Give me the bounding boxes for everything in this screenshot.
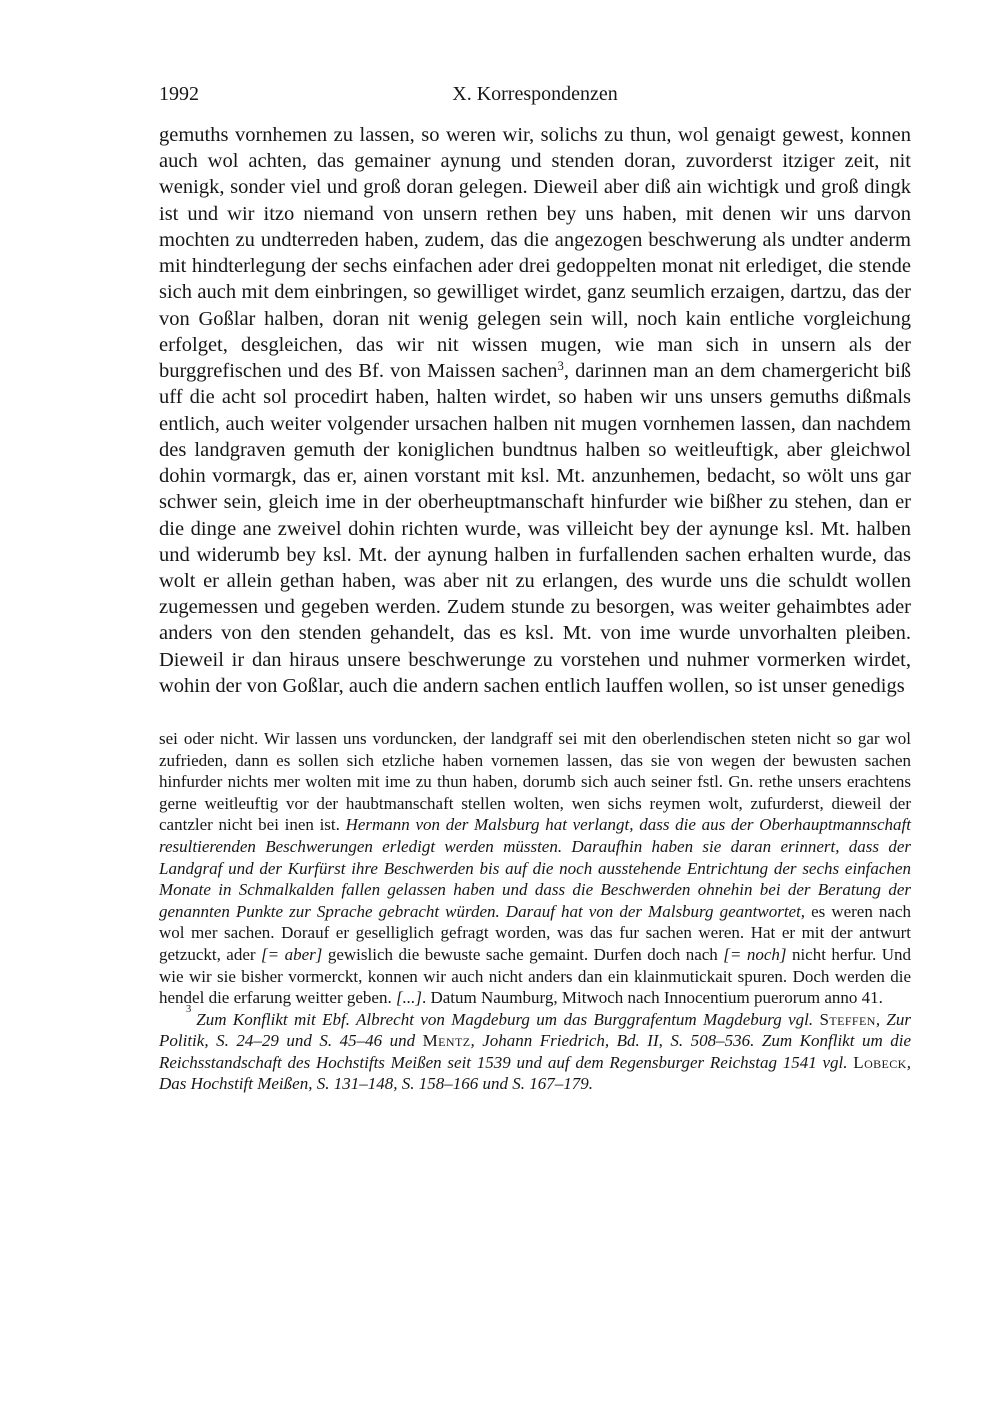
text-block [159, 82, 911, 1095]
footnotes-section [159, 728, 911, 1095]
text-segment: sei oder nicht. Wir lassen uns vorduncken, der landgraff sei mit den oberlendischen steten nicht so gar wol zufrieden, dann es sollen sich etzliche haben vornemen lassen, das sie von wegen der bewusten sachen hinfurder nichts mer wolten mit ime zu thun haben, dorumb sich auch seiner fstl. Gn. rethe unsers erachtens gerne weitleuftig vor der haubtmanschaft stellen wolten, wen sichs reymen wolt, zufurderst, dieweil der cantzler nicht bei inen ist. [159, 729, 911, 835]
footnote-3-marker: 3 [186, 1004, 192, 1016]
text-segment: Zum Konflikt mit Ebf. Albrecht von Magdeburg um das Burggrafentum Magdeburg vgl. [196, 1009, 820, 1029]
text-segment: , Johann Friedrich, Bd. II, S. 508–536. Zum Konflikt um die Reichsstandschaft des Hochstifts Meißen seit 1539 und auf dem Regensburger Reichstag 1541 vgl. [159, 1031, 911, 1072]
body-paragraph [159, 122, 911, 699]
text-segment: Lobeck [853, 1052, 907, 1072]
text-segment: nicht herfur. Und wie wir sie bisher vormerckt, konnen wir auch nicht anders dan ein klainmutickait spuren. Doch werden die hendel die erfarung weitter geben. [159, 944, 911, 1008]
running-head: X. Korrespondenzen [452, 83, 618, 105]
text-segment: , Zur Politik, S. 24–29 und S. 45–46 und [159, 1009, 912, 1051]
footnote-3 [159, 1004, 912, 1095]
text-segment: Mentz [422, 1031, 471, 1051]
text-segment: es weren nach wol mer sachen. Dorauf er geselliglich gefragt worden, was das fur sachen weren. Hat er mit der antwurt getzuckt, ader [159, 901, 911, 964]
text-segment: Hermann von der Malsburg hat verlangt, dass die aus der Oberhauptmannschaft resultierenden Beschwerungen erledigt werden müssten. Daraufhin haben sie daran erinnert, dass der Landgraf und der Kurfürst ihre Beschwerden bis auf die noch ausstehende Entrichtung der sechs einfachen Monate in Schmalkalden fallen gelassen haben und dass die Beschwerden ohnehin bei der Beratung der genannten Punkte zur Sprache gebracht würden. Darauf hat von der Malsburg geantwortet, [159, 815, 911, 921]
main-text [159, 122, 911, 699]
text-segment: [= aber] [261, 944, 323, 964]
page-header [159, 82, 911, 106]
text-segment: Steffen [819, 1009, 876, 1029]
text-segment: 3 [557, 359, 564, 374]
text-segment: , darinnen man an dem chamergericht biß uff die acht sol procedirt haben, halten wirdet, so haben wir uns unsers gemuths dißmals entlich, auch weiter volgender ursachen halben nit mugen vornhemen lassen, dan nachdem des landgraven gemuth der koniglichen bundtnus halben so weitleuftigk, aber gleichwol dohin vormargk, das er, ainen vorstant mit ksl. Mt. anzunhemen, bedacht, so wölt uns gar schwer sein, gleich ime in der oberheuptmanschaft hinfurder wie bißher zu stehen, dan er die dinge ane zweivel dohin richten wurde, was villeicht bey der aynunge ksl. Mt. halben und widerumb bey ksl. Mt. der aynung halben in furfallenden sachen erhalten wurde, das wolt er allein gethan haben, was aber nit zu erlangen, des wurde uns die schuldt wollen zugemessen und gegeben werden. Zudem stunde zu besorgen, was weiter gehaimbtes ader anders von den stenden gehandelt, das es ksl. Mt. von ime wurde unvorhalten pleiben. Dieweil ir dan hiraus unsere beschwerunge zu vorstehen und nuhmer vormerken wirdet, wohin der von Goßlar, auch die andern sachen entlich lauffen wollen, so ist unser genedigs [159, 360, 911, 697]
text-segment: [...] [395, 988, 422, 1008]
text-segment: . Datum Naumburg, Mitwoch nach Innocentium puerorum anno 41. [421, 988, 883, 1008]
text-segment: [= noch] [723, 944, 787, 964]
text-segment: gemuths vornhemen zu lassen, so weren wir, solichs zu thun, wol genaigt gewest, konnen auch wol achten, das gemainer aynung und stenden doran, zuvorderst itziger zeit, nit wenigk, sonder viel und groß doran gelegen. Dieweil aber diß ain wichtigk und groß dingk ist und wir itzo niemand von unsern rethen bey uns haben, mit denen wir uns darvon mochten zu undterreden haben, zudem, das die angezogen beschwerung als undter anderm mit hindterlegung der sechs einfachen ader drei gedoppelten monat nit erlediget, die stende sich auch mit dem einbringen, so gewilliget wirdet, ganz seumlich erzaigen, dartzu, das der von Goßlar halben, doran nit wenig gelegen sein will, noch kain entliche vorgleichung erfolget, desgleichen, das wir nit wissen mugen, wie man sich in unsern als der burggrefischen und des Bf. von Maissen sachen [159, 124, 911, 383]
footnote-3-text [159, 1010, 911, 1094]
text-segment: , Das Hochstift Meißen, S. 131–148, S. 158–166 und S. 167–179. [159, 1052, 911, 1094]
text-segment: gewislich die bewuste sache gemaint. Durfen doch nach [322, 944, 724, 964]
footnote-continuation [159, 728, 911, 1009]
page-number: 1992 [159, 83, 199, 105]
